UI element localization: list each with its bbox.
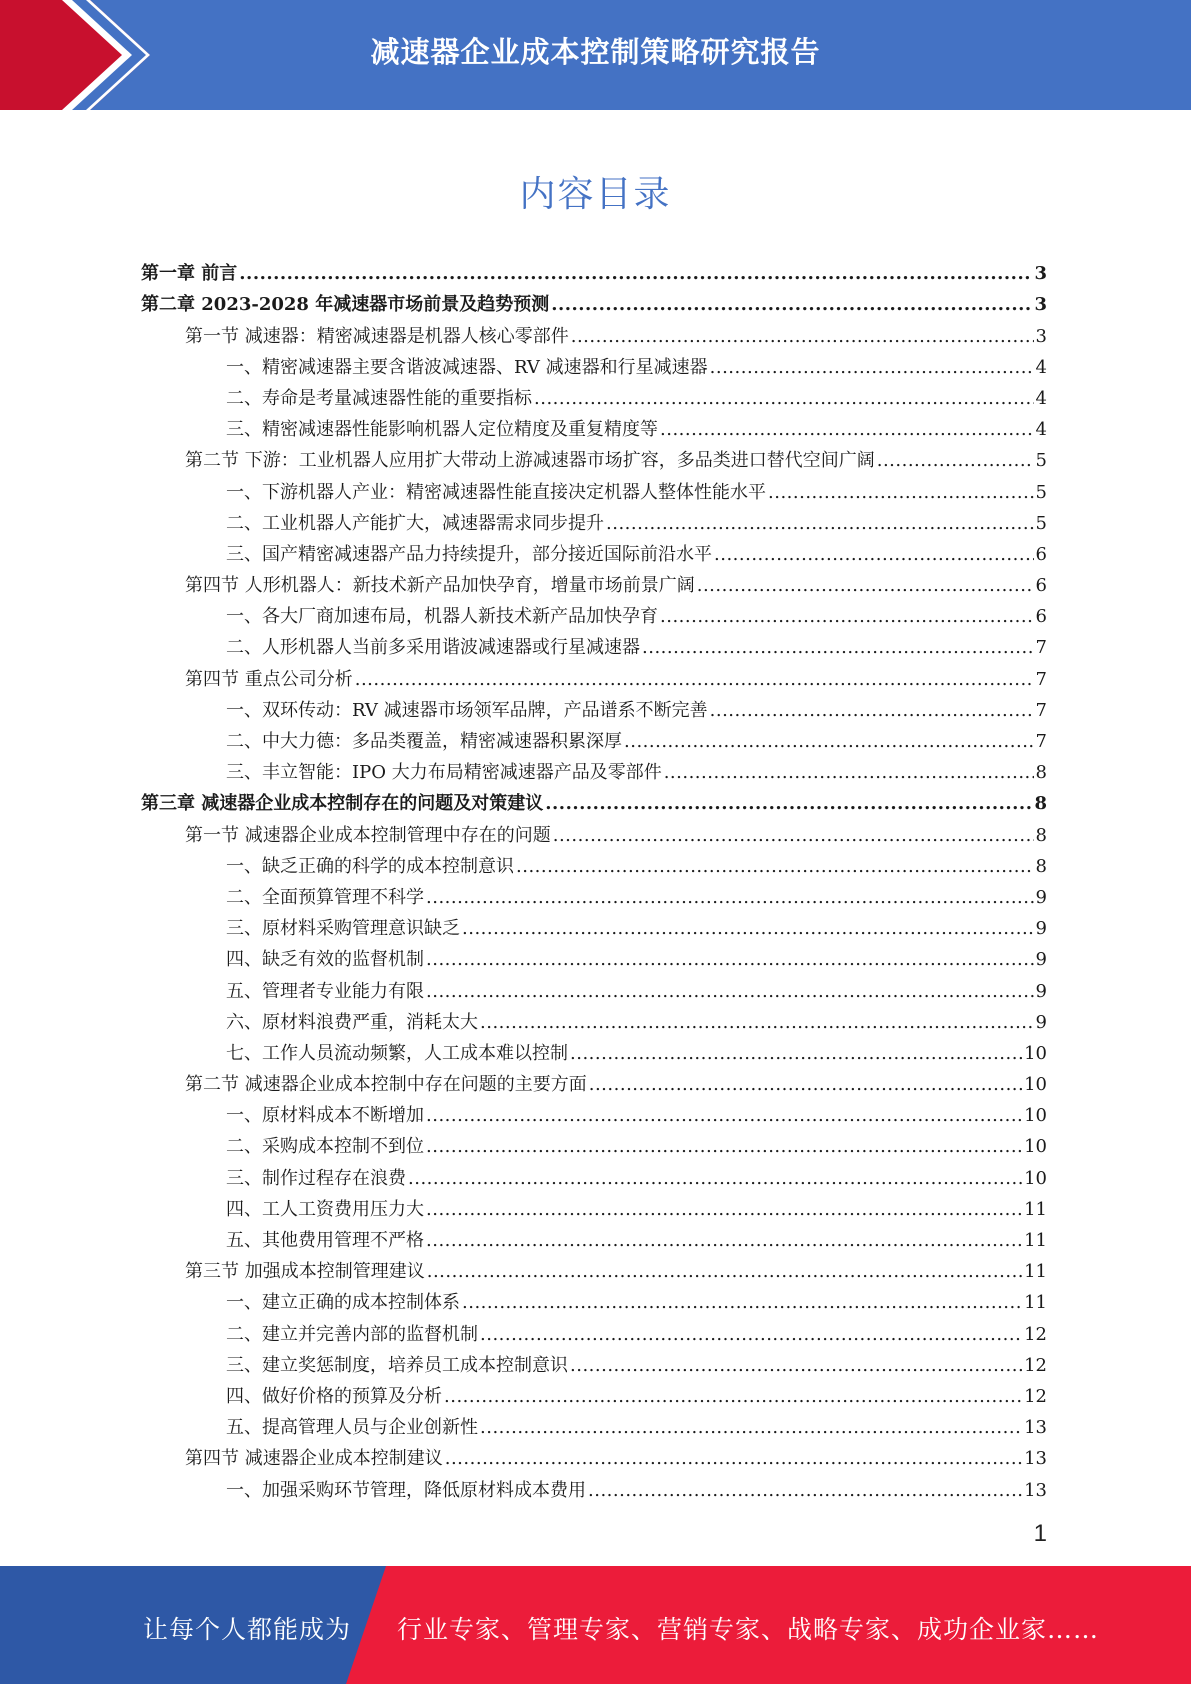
toc-entry-title: 四、缺乏有效的监督机制 bbox=[226, 949, 424, 971]
toc-entry-title: 一、下游机器人产业：精密减速器性能直接决定机器人整体性能水平 bbox=[226, 481, 766, 503]
toc-entry-title: 二、寿命是考量减速器性能的重要指标 bbox=[226, 387, 532, 409]
toc-leader-dots bbox=[606, 513, 1034, 535]
toc-leader-dots bbox=[768, 482, 1034, 504]
toc-entry-page: 4 bbox=[1035, 387, 1047, 409]
toc-entry-title: 四、做好价格的预算及分析 bbox=[226, 1385, 442, 1407]
toc-entry-title: 三、制作过程存在浪费 bbox=[226, 1167, 406, 1189]
toc-leader-dots bbox=[426, 1136, 1022, 1158]
toc-entry-title: 三、精密减速器性能影响机器人定位精度及重复精度等 bbox=[226, 419, 658, 441]
toc-entry-page: 9 bbox=[1035, 949, 1047, 971]
toc-leader-dots bbox=[877, 450, 1034, 472]
toc-leader-dots bbox=[660, 606, 1034, 628]
toc-entry-page: 13 bbox=[1024, 1417, 1047, 1439]
toc-leader-dots bbox=[588, 1480, 1022, 1502]
toc-entry[interactable] bbox=[141, 909, 1047, 940]
toc-entry-page: 8 bbox=[1035, 855, 1047, 877]
toc-entry[interactable] bbox=[141, 535, 1047, 566]
toc-entry-title: 一、原材料成本不断增加 bbox=[226, 1105, 424, 1127]
toc-entry[interactable] bbox=[141, 1314, 1047, 1345]
toc-entry[interactable] bbox=[141, 1470, 1047, 1501]
toc-entry-page: 10 bbox=[1024, 1167, 1047, 1189]
toc-entry-title: 五、其他费用管理不严格 bbox=[226, 1230, 424, 1251]
toc-entry[interactable] bbox=[141, 659, 1047, 690]
toc-entry-title: 第一章 前言 bbox=[141, 263, 238, 285]
toc-leader-dots bbox=[444, 1386, 1022, 1408]
toc-entry[interactable] bbox=[141, 784, 1047, 815]
toc-entry-page: 7 bbox=[1035, 731, 1047, 752]
toc-leader-dots bbox=[660, 419, 1034, 441]
toc-leader-dots bbox=[710, 357, 1034, 379]
toc-entry[interactable] bbox=[141, 847, 1047, 878]
toc-leader-dots bbox=[545, 793, 1032, 815]
toc-entry[interactable] bbox=[141, 1127, 1047, 1158]
toc-entry-title: 七、工作人员流动频繁，人工成本难以控制 bbox=[226, 1042, 568, 1064]
toc-entry-title: 第四节 重点公司分析 bbox=[185, 668, 353, 690]
toc-leader-dots bbox=[426, 887, 1034, 909]
toc-leader-dots bbox=[426, 1105, 1022, 1127]
toc-entry-title: 一、双环传动：RV 减速器市场领军品牌，产品谱系不断完善 bbox=[226, 699, 708, 721]
toc-entry[interactable] bbox=[141, 441, 1047, 472]
toc-leader-dots bbox=[480, 1324, 1022, 1346]
toc-entry[interactable] bbox=[141, 628, 1047, 659]
page-number: 1 bbox=[1033, 1520, 1047, 1547]
toc-entry-title: 二、建立并完善内部的监督机制 bbox=[226, 1323, 478, 1345]
toc-entry-page: 7 bbox=[1035, 668, 1047, 690]
toc-leader-dots bbox=[462, 1292, 1022, 1314]
toc-entry-page: 6 bbox=[1035, 606, 1047, 628]
toc-entry[interactable] bbox=[141, 410, 1047, 441]
toc-entry-title: 四、工人工资费用压力大 bbox=[226, 1198, 424, 1220]
toc-leader-dots bbox=[426, 949, 1034, 971]
toc-entry-page: 5 bbox=[1035, 512, 1047, 534]
toc-entry[interactable] bbox=[141, 691, 1047, 722]
toc-entry-title: 三、国产精密减速器产品力持续提升，部分接近国际前沿水平 bbox=[226, 543, 712, 565]
toc-entry-title: 五、管理者专业能力有限 bbox=[226, 980, 424, 1002]
toc-leader-dots bbox=[445, 1448, 1022, 1470]
toc-entry-page: 9 bbox=[1035, 886, 1047, 908]
toc-entry-title: 第四节 减速器企业成本控制建议 bbox=[185, 1448, 443, 1470]
toc-entry-page: 8 bbox=[1035, 762, 1047, 784]
toc-leader-dots bbox=[642, 637, 1034, 659]
toc-entry[interactable] bbox=[141, 472, 1047, 503]
toc-entry-title: 一、建立正确的成本控制体系 bbox=[226, 1292, 460, 1314]
toc-entry-page: 6 bbox=[1035, 543, 1047, 565]
toc-leader-dots bbox=[551, 294, 1032, 316]
table-of-contents bbox=[141, 254, 1047, 1502]
toc-entry-page: 10 bbox=[1024, 1042, 1047, 1064]
toc-entry-page: 12 bbox=[1024, 1354, 1047, 1376]
toc-entry[interactable] bbox=[141, 722, 1047, 753]
toc-entry-page: 13 bbox=[1024, 1448, 1047, 1470]
toc-entry-title: 一、精密减速器主要含谐波减速器、RV 减速器和行星减速器 bbox=[226, 356, 708, 378]
toc-entry-title: 六、原材料浪费严重，消耗太大 bbox=[226, 1011, 478, 1033]
toc-entry-page: 3 bbox=[1034, 263, 1047, 285]
toc-entry[interactable] bbox=[141, 285, 1047, 316]
toc-entry[interactable] bbox=[141, 597, 1047, 628]
toc-entry-title: 第三节 加强成本控制管理建议 bbox=[185, 1261, 425, 1283]
toc-entry[interactable] bbox=[141, 316, 1047, 347]
toc-entry-page: 3 bbox=[1034, 294, 1047, 316]
toc-entry-title: 二、全面预算管理不科学 bbox=[226, 886, 424, 908]
toc-leader-dots bbox=[480, 1012, 1034, 1034]
toc-entry-page: 7 bbox=[1035, 699, 1047, 721]
toc-entry-title: 第二节 下游：工业机器人应用扩大带动上游减速器市场扩容，多品类进口替代空间广阔 bbox=[185, 450, 875, 472]
toc-entry-page: 10 bbox=[1024, 1136, 1047, 1158]
toc-leader-dots bbox=[427, 1261, 1022, 1283]
toc-entry[interactable] bbox=[141, 1003, 1047, 1034]
toc-entry-title: 五、提高管理人员与企业创新性 bbox=[226, 1417, 478, 1439]
toc-leader-dots bbox=[624, 731, 1034, 753]
toc-entry[interactable] bbox=[141, 1034, 1047, 1065]
toc-entry-page: 11 bbox=[1024, 1292, 1047, 1314]
toc-entry-title: 第一节 减速器：精密减速器是机器人核心零部件 bbox=[185, 325, 569, 347]
toc-entry[interactable] bbox=[141, 971, 1047, 1002]
toc-entry-page: 9 bbox=[1035, 1011, 1047, 1033]
toc-entry[interactable] bbox=[141, 1158, 1047, 1189]
toc-entry-page: 13 bbox=[1024, 1479, 1047, 1501]
toc-entry-page: 4 bbox=[1035, 419, 1047, 441]
toc-leader-dots bbox=[534, 388, 1034, 410]
toc-entry-title: 第一节 减速器企业成本控制管理中存在的问题 bbox=[185, 824, 551, 846]
toc-entry-title: 第四节 人形机器人：新技术新产品加快孕育，增量市场前景广阔 bbox=[185, 575, 695, 597]
toc-entry-title: 第二章 2023-2028 年减速器市场前景及趋势预测 bbox=[141, 294, 550, 316]
toc-entry[interactable] bbox=[141, 1252, 1047, 1283]
toc-leader-dots bbox=[710, 700, 1034, 722]
toc-entry-page: 12 bbox=[1024, 1323, 1047, 1345]
toc-entry-page: 8 bbox=[1034, 793, 1047, 815]
toc-entry-page: 11 bbox=[1024, 1230, 1047, 1251]
toc-leader-dots bbox=[571, 326, 1034, 348]
footer-slogan-right: 行业专家、管理专家、营销专家、战略专家、成功企业家…… bbox=[397, 1615, 1100, 1644]
toc-entry[interactable] bbox=[141, 379, 1047, 410]
toc-entry[interactable] bbox=[141, 1439, 1047, 1470]
toc-entry-page: 12 bbox=[1024, 1385, 1047, 1407]
toc-entry-page: 9 bbox=[1035, 918, 1047, 940]
toc-entry[interactable] bbox=[141, 1190, 1047, 1221]
toc-leader-dots bbox=[408, 1168, 1022, 1190]
toc-entry-title: 一、加强采购环节管理，降低原材料成本费用 bbox=[226, 1479, 586, 1501]
toc-entry[interactable] bbox=[141, 1346, 1047, 1377]
toc-entry-title: 三、建立奖惩制度，培养员工成本控制意识 bbox=[226, 1354, 568, 1376]
toc-entry-page: 9 bbox=[1035, 980, 1047, 1002]
toc-entry-title: 三、丰立智能：IPO 大力布局精密减速器产品及零部件 bbox=[226, 762, 662, 784]
toc-leader-dots bbox=[589, 1074, 1022, 1096]
toc-entry-page: 5 bbox=[1035, 450, 1047, 472]
toc-entry-title: 第三章 减速器企业成本控制存在的问题及对策建议 bbox=[141, 793, 544, 815]
toc-entry[interactable] bbox=[141, 878, 1047, 909]
toc-leader-dots bbox=[664, 762, 1034, 784]
toc-entry[interactable] bbox=[141, 254, 1047, 285]
toc-entry-page: 8 bbox=[1035, 824, 1047, 846]
toc-leader-dots bbox=[516, 856, 1034, 878]
toc-entry[interactable] bbox=[141, 348, 1047, 379]
toc-entry[interactable] bbox=[141, 753, 1047, 784]
page-footer bbox=[0, 1566, 1191, 1684]
toc-entry-page: 7 bbox=[1035, 637, 1047, 659]
footer-slogan-left: 让每个人都能成为 bbox=[143, 1615, 352, 1644]
toc-leader-dots bbox=[355, 669, 1034, 691]
toc-entry[interactable] bbox=[141, 815, 1047, 846]
toc-entry-title: 二、中大力德：多品类覆盖，精密减速器积累深厚 bbox=[226, 731, 622, 752]
toc-entry-title: 二、人形机器人当前多采用谐波减速器或行星减速器 bbox=[226, 637, 640, 659]
toc-entry-title: 一、缺乏正确的科学的成本控制意识 bbox=[226, 855, 514, 877]
toc-entry-title: 第二节 减速器企业成本控制中存在问题的主要方面 bbox=[185, 1074, 587, 1096]
toc-entry-page: 10 bbox=[1024, 1074, 1047, 1096]
toc-leader-dots bbox=[714, 544, 1034, 566]
report-title: 减速器企业成本控制策略研究报告 bbox=[370, 35, 821, 69]
toc-leader-dots bbox=[570, 1355, 1022, 1377]
toc-entry[interactable] bbox=[141, 1377, 1047, 1408]
toc-entry-page: 11 bbox=[1024, 1261, 1047, 1283]
toc-entry-title: 二、采购成本控制不到位 bbox=[226, 1136, 424, 1158]
toc-entry-page: 6 bbox=[1035, 575, 1047, 597]
toc-heading: 内容目录 bbox=[519, 174, 672, 215]
toc-entry[interactable] bbox=[141, 1065, 1047, 1096]
toc-leader-dots bbox=[426, 1230, 1022, 1252]
toc-leader-dots bbox=[570, 1043, 1022, 1065]
page-header bbox=[0, 0, 1191, 110]
toc-entry-page: 3 bbox=[1035, 325, 1047, 347]
toc-entry[interactable] bbox=[141, 940, 1047, 971]
toc-entry[interactable] bbox=[141, 504, 1047, 535]
toc-entry-title: 三、原材料采购管理意识缺乏 bbox=[226, 918, 460, 940]
toc-entry-page: 5 bbox=[1035, 481, 1047, 503]
toc-leader-dots bbox=[426, 1199, 1022, 1221]
toc-leader-dots bbox=[462, 918, 1034, 940]
toc-leader-dots bbox=[697, 575, 1034, 597]
toc-entry[interactable] bbox=[141, 566, 1047, 597]
toc-entry-page: 11 bbox=[1024, 1198, 1047, 1220]
toc-leader-dots bbox=[480, 1417, 1022, 1439]
toc-entry[interactable] bbox=[141, 1221, 1047, 1252]
toc-entry-page: 10 bbox=[1024, 1105, 1047, 1127]
toc-entry[interactable] bbox=[141, 1283, 1047, 1314]
toc-leader-dots bbox=[239, 263, 1032, 285]
toc-entry[interactable] bbox=[141, 1096, 1047, 1127]
toc-entry-page: 4 bbox=[1035, 356, 1047, 378]
toc-entry-title: 一、各大厂商加速布局，机器人新技术新产品加快孕育 bbox=[226, 606, 658, 628]
toc-leader-dots bbox=[553, 825, 1034, 847]
toc-leader-dots bbox=[426, 981, 1034, 1003]
toc-entry-title: 二、工业机器人产能扩大，减速器需求同步提升 bbox=[226, 512, 604, 534]
toc-entry[interactable] bbox=[141, 1408, 1047, 1439]
